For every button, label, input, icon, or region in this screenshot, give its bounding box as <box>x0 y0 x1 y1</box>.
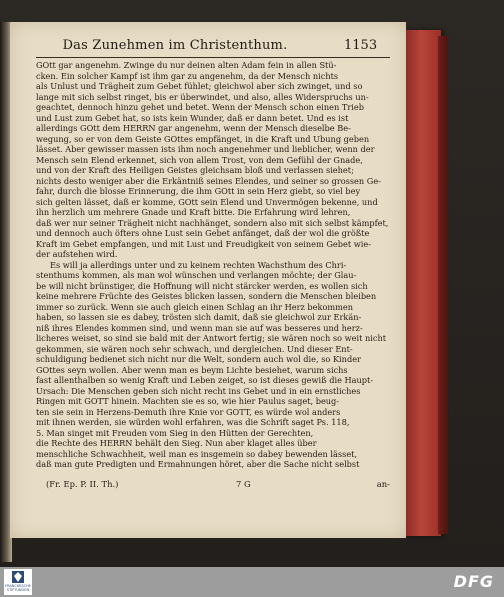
text-line: fahr, durch die blosse Erinnerung, die ihm GOtt in sein Herz giebt, so viel bey <box>36 186 361 196</box>
text-line: ten sie sein in Herzens-Demuth ihre Knie vor GOTT, es würde wol anders <box>36 406 341 417</box>
text-line: allerdings GOtt dem HERRN gar angenehm, wenn der Mensch dieselbe Be- <box>36 123 351 133</box>
text-line: licheres weiset, so sind sie bald mit der Antwort fertig; sie wären noch so weit nicht <box>36 333 387 343</box>
text-line: und Lust zum Gebet hat, so ists kein Wunder, daß er dann betet. Und es ist <box>36 112 349 123</box>
text-line: und von der Kraft des Heiligen Geistes gleichsam bloß und verlassen siehet; <box>36 165 354 175</box>
red-page-edge <box>405 30 441 536</box>
text-line: daß wer nur seiner Trägheit nicht nachhänget, sondern also mit sich selbst kämpfet, <box>36 217 389 228</box>
text-line: der aufstehen wird. <box>36 249 118 259</box>
text-line: menschliche Schwachheit, weil man es insgemein so dabey bewenden lässet, <box>36 448 358 459</box>
text-line: gekommen, sie wären noch sehr schwach, und dergleichen. Und dieser Ent- <box>36 343 353 354</box>
text-line: Ringen mit GOTT hinein. Machten sie es so, wie hier Paulus saget, beug- <box>36 396 340 406</box>
sheet-number: 7 G <box>236 479 251 489</box>
text-line: schuldigung bedienet sich nicht nur die Welt, sondern auch wol die, so Kinder <box>36 354 361 364</box>
signature-mark: (Fr. Ep. P. II. Th.) <box>46 479 119 489</box>
text-line: lange mit sich selbst ringet, bis er überwindet, und also, alles Widerspruchs un- <box>36 91 369 102</box>
text-line: niß ihres Elendes kommen sind, und wenn man sie auf was besseres und herz- <box>36 322 363 333</box>
text-line: die Rechte des HERRN behält den Sieg. Nun aber klaget alles über <box>36 438 317 448</box>
library-logo-text: FRANCKESCHE STIFTUNGEN <box>5 584 31 592</box>
running-title: Das Zunehmen im Christenthum. <box>62 38 288 53</box>
text-line: mit ihnen werden, sie würden wohl erfahren, was die Schrift saget Ps. 118, <box>36 417 350 427</box>
text-line: als Unlust und Trägheit zum Gebet fühlet; gleichwol aber sich zwinget, und so <box>36 81 363 91</box>
text-line: GOtt gar angenehm. Zwinge du nur deinen alten Adam fein in allen Stü- <box>36 60 337 70</box>
text-line: be will nicht brünstiger, die Hoffnung will nicht stärcker werden, es wollen sich <box>36 280 368 291</box>
text-line: Mensch sein Elend erkennet, sich von allem Trost, von dem Gefühl der Gnade, <box>36 154 363 165</box>
header-rule <box>36 57 390 58</box>
text-line: keine mehrere Früchte des Geistes blicken lassen, sondern die Menschen bleiben <box>36 291 377 301</box>
text-line: 5. Man singet mit Freuden vom Sieg in den Hütten der Gerechten, <box>36 427 314 438</box>
text-line: daß man gute Predigten und Ermahnungen höret, aber die Sache nicht selbst <box>36 459 360 469</box>
text-line: immer so zurück. Wenn sie auch gleich einen Schlag an ihr Herz bekommen <box>36 301 354 312</box>
francke-foundation-icon <box>12 571 24 583</box>
text-line: cken. Ein solcher Kampf ist ihm gar zu angenehm, da der Mensch nichts <box>36 70 339 81</box>
text-line: und dennoch auch öfters ohne Lust sein Gebet anfänget, daß der wol die größte <box>36 228 370 238</box>
text-line: haben, so lassen sie es dabey, trösten sich damit, daß sie gleichwol zur Erkän- <box>36 312 362 322</box>
text-line: nichts desto weniger aber die Erkäntniß seines Elendes, und seiner so grossen Ge- <box>36 175 381 186</box>
viewer-bottom-bar <box>0 567 504 597</box>
text-line: stenthums kommen, als man wol wünschen und verlangen möchte; der Glau- <box>36 270 357 280</box>
text-line: sich gelten lässet, daß er komme, GOtt sein Elend und Unvermögen bekenne, und <box>36 196 378 207</box>
body-text <box>36 60 390 470</box>
text-line: wegung, so er von dem Geiste GOttes empfänget, in die Kraft und Ubung geben <box>36 133 370 144</box>
text-line: lässet. Aber gewisser massen ists ihm noch angenehmer und lieblicher, wenn der <box>36 144 375 154</box>
book-cover-edge <box>438 36 448 534</box>
page-number: 1153 <box>344 38 378 53</box>
library-logo[interactable] <box>4 569 32 595</box>
catchword: an- <box>376 479 390 489</box>
text-line: Ursach: Die Menschen geben sich nicht recht ins Gebet und in ein ernstliches <box>36 385 361 396</box>
text-line: Es will ja allerdings unter und zu keinem rechten Wachsthum des Chri- <box>50 259 347 270</box>
dfg-logo[interactable]: DFG <box>453 572 494 591</box>
text-line: GOttes seyn wollen. Aber wenn man es beym Lichte besiehet, warum sichs <box>36 364 348 375</box>
text-line: ihn herzlich um mehrere Gnade und Kraft bitte. Die Erfahrung wird lehren, <box>36 207 351 217</box>
text-line: geachtet, dennoch hinzu gehet und betet. Wenn der Mensch schon einen Trieb <box>36 102 364 112</box>
page-footer <box>36 479 390 493</box>
text-line: fast allenthalben so wenig Kraft und Leben zeiget, so ist dieses gewiß die Haupt- <box>36 375 374 385</box>
text-line: Kraft im Gebet empfangen, und mit Lust und Freudigkeit von seinem Gebet wie- <box>36 238 371 249</box>
